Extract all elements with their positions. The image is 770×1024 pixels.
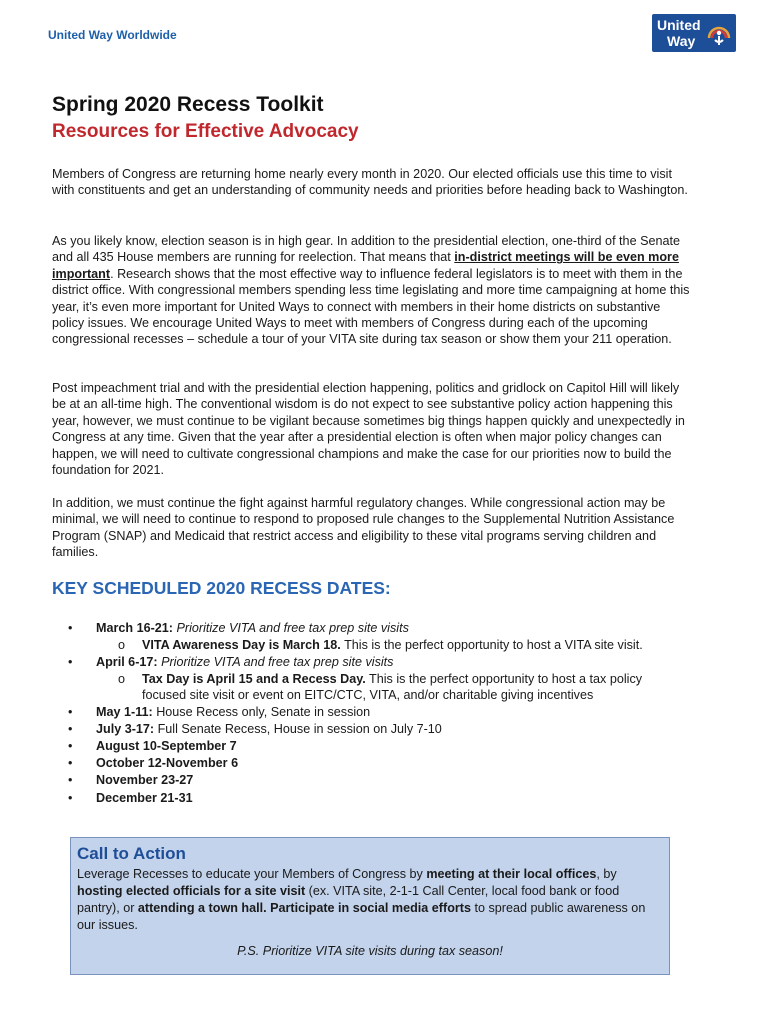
- in-district-emphasis: in-district meetings will be even more important: [52, 250, 679, 281]
- list-item: [52, 772, 692, 789]
- sub-bullet-icon: o: [118, 671, 126, 686]
- list-item: [52, 721, 692, 738]
- date-description: Prioritize VITA and free tax prep site visits: [173, 621, 409, 635]
- list-item: [52, 738, 692, 755]
- election-paragraph-text-2: . Research shows that the most effective way to influence federal legislators is to meet with them in the district office. With congressional members spending less time legislating and more time campaigning at home this year, it’s even more important for United Ways to connect with members in their home districts on substantive policy issues. We encourage United Ways to meet with members of Congress during each of the upcoming congressional recesses – schedule a tour of your VITA site during tax season or show them your 211 operation.: [52, 266, 690, 347]
- date-label: November 23-27: [96, 773, 194, 788]
- recess-dates-heading: KEY SCHEDULED 2020 RECESS DATES:: [52, 578, 391, 598]
- date-label: December 21-31: [96, 790, 193, 805]
- cta-text-2: , by: [596, 867, 617, 881]
- subitem-bold: VITA Awareness Day is March 18.: [142, 638, 341, 653]
- bullet-icon: •: [68, 773, 73, 788]
- cta-text-3: (ex. VITA site, 2-1-1 Call Center, local food bank or food pantry), or: [77, 884, 620, 915]
- list-item: [52, 654, 692, 671]
- date-description: Prioritize VITA and free tax prep site visits: [157, 654, 394, 669]
- list-item: [52, 755, 692, 772]
- call-to-action-title: Call to Action: [77, 844, 186, 863]
- bullet-icon: •: [68, 654, 73, 669]
- list-subitem: [52, 671, 692, 704]
- date-label: May 1-11:: [96, 704, 153, 719]
- cta-text-4: to spread public awareness on our issues.: [77, 901, 646, 932]
- subitem-bold: Tax Day is April 15 and a Recess Day.: [142, 671, 366, 686]
- gridlock-paragraph: Post impeachment trial and with the presidential election happening, politics and gridlock on Capitol Hill will likely be at an all-time high. The conventional wisdom is do not expect to see substantive policy action happening this year, however, we must continue to be vigilant because sometimes big things happen quickly and unexpectedly in Congress at any time. Given that the year after a presidential election is often when major policy changes can happen, we will need to cultivate congressional champions and make the case for our priorities now to build the foundation for 2021.: [52, 381, 685, 478]
- date-label: March 16-21:: [96, 621, 173, 635]
- date-label: August 10-September 7: [96, 739, 237, 754]
- united-way-logo: [652, 14, 736, 52]
- bullet-icon: •: [68, 739, 73, 754]
- list-item: [52, 704, 692, 721]
- bullet-icon: •: [68, 756, 73, 771]
- bullet-icon: •: [68, 621, 73, 635]
- cta-bold-1: meeting at their local offices: [426, 867, 597, 881]
- bullet-icon: •: [68, 721, 73, 736]
- call-to-action-body: [77, 866, 663, 934]
- list-item: [52, 620, 692, 637]
- page-subtitle: Resources for Effective Advocacy: [52, 121, 359, 142]
- sub-bullet-icon: o: [118, 638, 126, 653]
- hand-rainbow-icon: [706, 23, 732, 49]
- date-label: April 6-17:: [96, 654, 158, 669]
- date-label: July 3-17:: [96, 721, 155, 736]
- cta-text-1: Leverage Recesses to educate your Members of Congress by: [77, 867, 427, 881]
- bullet-icon: •: [68, 790, 73, 805]
- page-title: Spring 2020 Recess Toolkit: [52, 93, 324, 116]
- date-label: October 12-November 6: [96, 756, 239, 771]
- call-to-action-ps: P.S. Prioritize VITA site visits during tax season!: [237, 944, 503, 958]
- election-paragraph-text-1: As you likely know, election season is in high gear. In addition to the presidential election, one-third of the Senate and all 435 House members are running for reelection. That means that: [52, 234, 680, 265]
- subitem-text: This is the perfect opportunity to host a VITA site visit.: [340, 638, 643, 653]
- intro-paragraph: Members of Congress are returning home nearly every month in 2020. Our elected officials use this time to visit with constituents and get an understanding of community needs and priorities before heading back to Washington.: [52, 167, 688, 198]
- date-description: House Recess only, Senate in session: [152, 704, 371, 719]
- list-subitem: [52, 637, 692, 653]
- cta-bold-3: attending a town hall. Participate in social media efforts: [137, 901, 471, 915]
- date-description: Full Senate Recess, House in session on July 7-10: [154, 721, 442, 736]
- election-paragraph: [52, 233, 692, 348]
- bullet-icon: •: [68, 704, 73, 719]
- logo-line-2: Way: [667, 33, 696, 49]
- subitem-text: This is the perfect opportunity to host a tax policy focused site visit or event on EITC/CTC, VITA, and/or charitable giving incentives: [142, 671, 643, 703]
- org-header: United Way Worldwide: [48, 28, 177, 42]
- logo-line-1: United: [657, 17, 701, 33]
- regulatory-paragraph: In addition, we must continue the fight against harmful regulatory changes. While congressional action may be minimal, we will need to continue to respond to proposed rule changes to the Supplemental Nutrition Assistance Program (SNAP) and Medicaid that restrict access and eligibility to these vital programs serving children and families.: [52, 496, 675, 560]
- call-to-action-box: [70, 837, 670, 975]
- list-item: [52, 790, 692, 807]
- cta-bold-2: hosting elected officials for a site visit: [77, 884, 306, 898]
- recess-dates-list: [52, 620, 692, 807]
